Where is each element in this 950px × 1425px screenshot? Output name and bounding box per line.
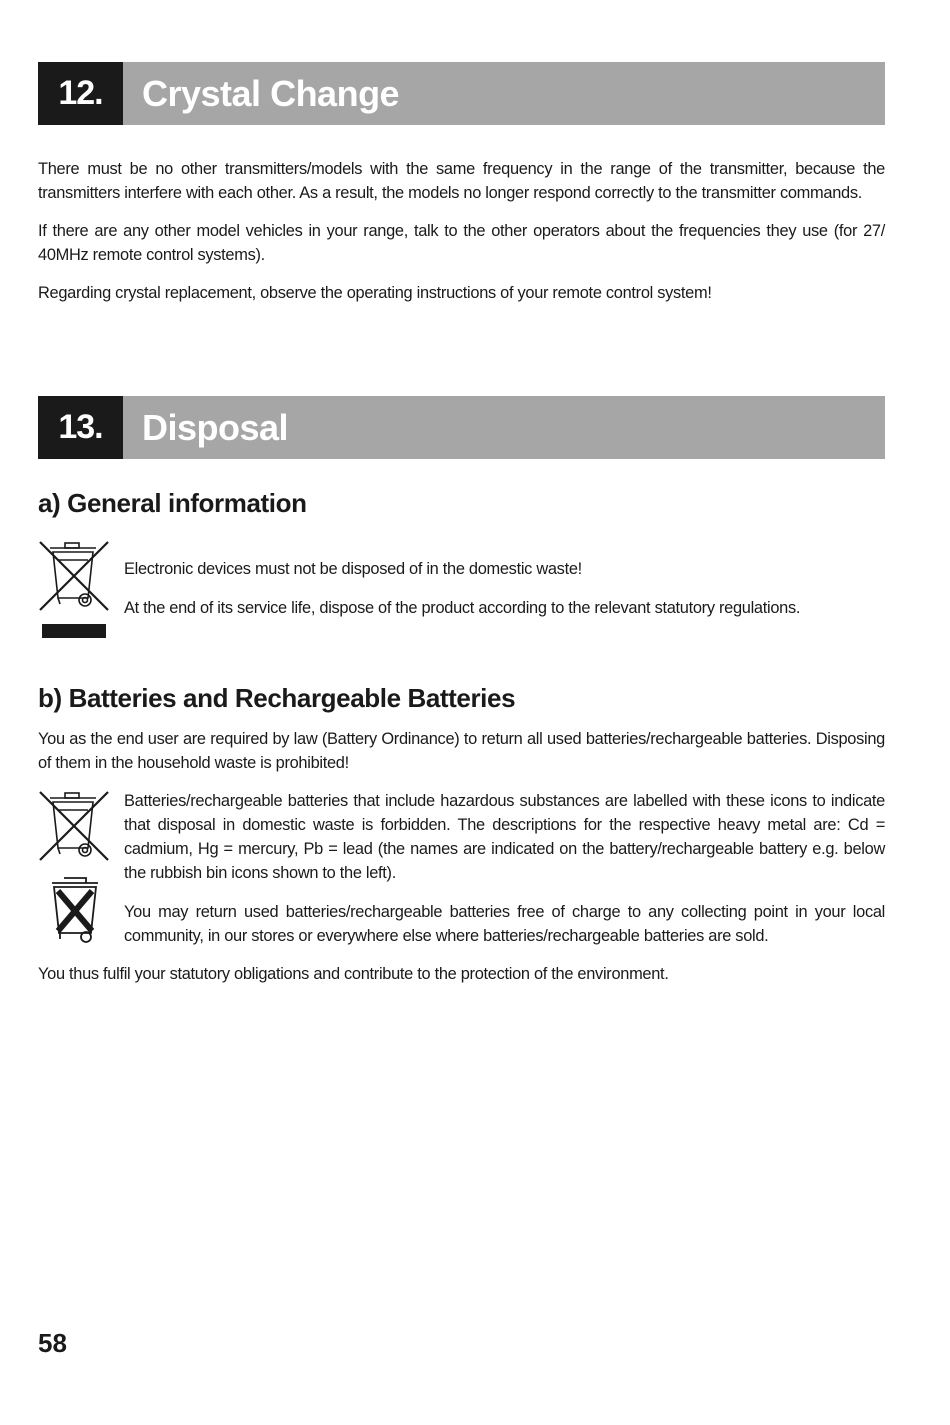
crossed-out-bin-icon xyxy=(46,875,104,950)
paragraph: At the end of its service life, dispose of the product according to the relevant statutory regulations. xyxy=(124,599,801,617)
section-13-title: Disposal xyxy=(142,407,289,448)
subsection-b-heading: b) Batteries and Rechargeable Batteries xyxy=(38,683,516,713)
section-13-number: 13. xyxy=(38,396,123,459)
section-12-body xyxy=(38,157,885,305)
subsection-b-closing xyxy=(38,962,885,986)
subsection-a-heading: a) General information xyxy=(38,488,307,518)
crossed-out-wheelie-bin-icon xyxy=(38,790,110,869)
paragraph: You as the end user are required by law (Battery Ordinance) to return all used batteries/rechargeable batteries. Disposing of them in the household waste is prohibited! xyxy=(38,730,885,772)
paragraph: Batteries/rechargeable batteries that include hazardous substances are labelled with these icons to indicate that disposal in domestic waste is forbidden. The descriptions for the respective heavy metal are: Cd = cadmium, Hg = mercury, Pb = lead (the names are indicated on the battery/rechargeable battery e.g. below the rubbish bin icons shown to the left). xyxy=(124,792,885,882)
page-number: 58 xyxy=(38,1328,67,1358)
paragraph: Regarding crystal replacement, observe the operating instructions of your remote control system! xyxy=(38,284,712,302)
paragraph: Electronic devices must not be disposed of in the domestic waste! xyxy=(124,560,582,578)
paragraph: You thus fulfil your statutory obligations and contribute to the protection of the environment. xyxy=(38,965,669,983)
section-12-title: Crystal Change xyxy=(142,73,400,114)
subsection-b-text xyxy=(124,789,885,948)
paragraph: If there are any other model vehicles in your range, talk to the other operators about the frequencies they use (for 27/ 40MHz remote control systems). xyxy=(38,222,885,264)
subsection-a-text xyxy=(124,557,885,620)
section-12-number: 12. xyxy=(38,62,123,125)
paragraph: There must be no other transmitters/models with the same frequency in the range of the transmitter, because the transmitters interfere with each other. As a result, the models no longer respond correctly to the transmitter commands. xyxy=(38,160,885,202)
subsection-b-intro xyxy=(38,727,885,775)
section-13-header xyxy=(38,396,885,459)
paragraph: You may return used batteries/rechargeable batteries free of charge to any collecting point in your local community, in our stores or everywhere else where batteries/rechargeable batteries are sold. xyxy=(124,903,885,945)
crossed-out-wheelie-bin-icon xyxy=(38,540,110,645)
section-12-header xyxy=(38,62,885,125)
